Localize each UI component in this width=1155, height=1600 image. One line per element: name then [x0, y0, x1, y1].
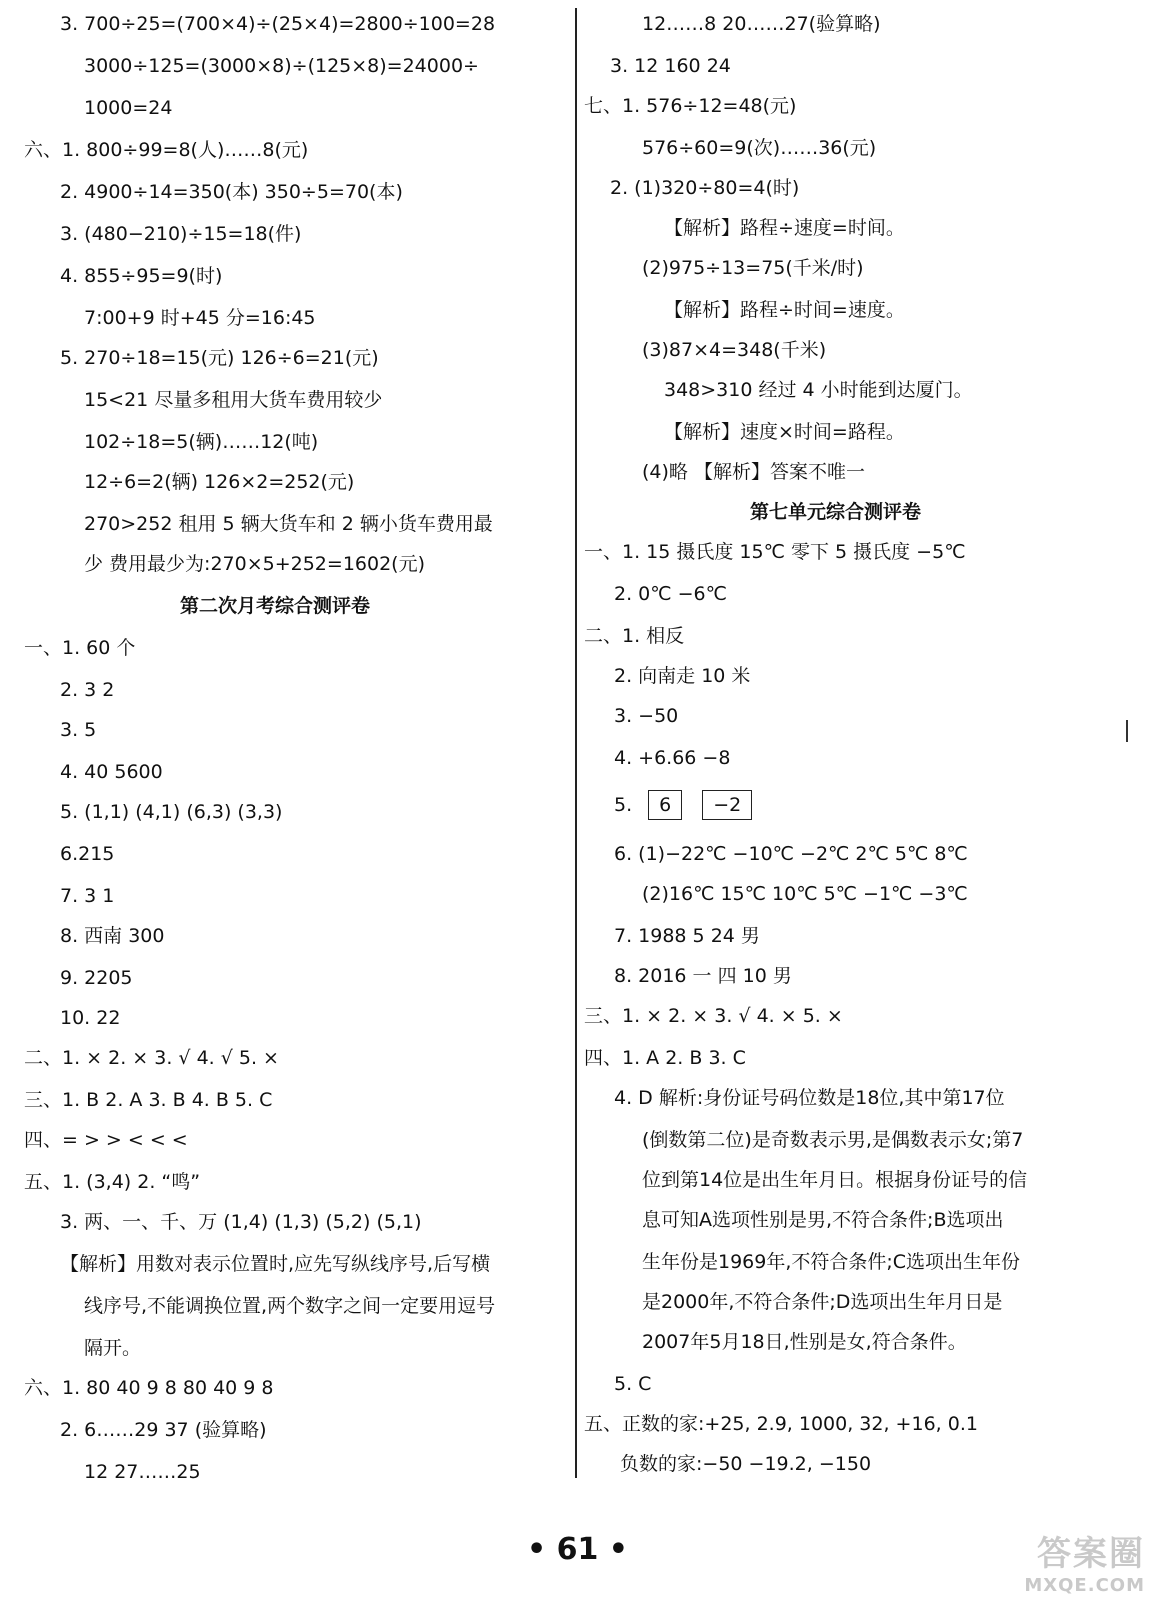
answer-line: 7. 3 1 — [60, 885, 115, 907]
explanation-line: 【解析】路程÷速度=时间。 — [664, 217, 905, 239]
answer-line: 4. 40 5600 — [60, 761, 163, 783]
item-number: 5. — [614, 794, 633, 816]
answer-line: 四、1. A 2. B 3. C — [584, 1047, 746, 1069]
answer-line: 一、1. 15 摄氏度 15℃ 零下 5 摄氏度 −5℃ — [584, 541, 966, 563]
answer-line: 4. +6.66 −8 — [614, 747, 731, 769]
answer-line: 2. 3 2 — [60, 679, 115, 701]
answer-line: 少 费用最少为:270×5+252=1602(元) — [84, 553, 425, 575]
answer-line: 三、1. B 2. A 3. B 4. B 5. C — [24, 1089, 273, 1111]
answer-line: 6. (1)−22℃ −10℃ −2℃ 2℃ 5℃ 8℃ — [614, 843, 968, 865]
answer-line: 348>310 经过 4 小时能到达厦门。 — [664, 379, 973, 401]
explanation-line: 位到第14位是出生年月日。根据身份证号的信 — [642, 1169, 1028, 1191]
answer-line: 3. (480−210)÷15=18(件) — [60, 223, 302, 245]
answer-line: 3. 5 — [60, 719, 97, 741]
answer-line: 8. 西南 300 — [60, 925, 165, 947]
edge-mark — [1126, 720, 1128, 742]
answer-line: 一、1. 60 个 — [24, 637, 136, 659]
explanation-line: 【解析】速度×时间=路程。 — [664, 421, 905, 443]
answer-line: 2. 0℃ −6℃ — [614, 583, 727, 605]
section-heading: 第七单元综合测评卷 — [750, 501, 922, 523]
answer-line: 7. 1988 5 24 男 — [614, 925, 760, 947]
answer-line: 二、1. × 2. × 3. √ 4. √ 5. × — [24, 1047, 279, 1069]
explanation-line: 【解析】路程÷时间=速度。 — [664, 299, 905, 321]
answer-line: (2)16℃ 15℃ 10℃ 5℃ −1℃ −3℃ — [642, 883, 968, 905]
answer-line: 15<21 尽量多租用大货车费用较少 — [84, 389, 383, 411]
watermark-text: 答案圈 — [1037, 1534, 1145, 1574]
answer-line: (4)略 【解析】答案不唯一 — [642, 461, 865, 483]
boxed-answer: 6 — [648, 790, 682, 820]
answer-line: 3. 700÷25=(700×4)÷(25×4)=2800÷100=28 — [60, 13, 496, 35]
answer-line: 五、正数的家:+25, 2.9, 1000, 32, +16, 0.1 — [584, 1413, 978, 1435]
answer-line: 5. (1,1) (4,1) (6,3) (3,3) — [60, 801, 283, 823]
answer-line: 六、1. 80 40 9 8 80 40 9 8 — [24, 1377, 274, 1399]
explanation-line: 生年份是1969年,不符合条件;C选项出生年份 — [642, 1251, 1021, 1273]
answer-line: 12……8 20……27(验算略) — [642, 13, 881, 35]
answer-line: 6.215 — [60, 843, 115, 865]
answer-line: 三、1. × 2. × 3. √ 4. × 5. × — [584, 1005, 843, 1027]
answer-line: 576÷60=9(次)……36(元) — [642, 137, 877, 159]
explanation-line: (倒数第二位)是奇数表示男,是偶数表示女;第7 — [642, 1129, 1024, 1151]
watermark-url: MXQE.COM — [1024, 1575, 1145, 1596]
answer-line: 3. 两、一、千、万 (1,4) (1,3) (5,2) (5,1) — [60, 1211, 422, 1233]
column-divider — [575, 8, 577, 1478]
answer-line: 2. 6……29 37 (验算略) — [60, 1419, 267, 1441]
answer-line — [614, 790, 772, 820]
answer-line: 102÷18=5(辆)……12(吨) — [84, 431, 319, 453]
answer-line: 七、1. 576÷12=48(元) — [584, 95, 797, 117]
watermark-logo — [985, 1526, 1145, 1596]
answer-line: 五、1. (3,4) 2. “鸣” — [24, 1171, 201, 1193]
answer-line: 12 27……25 — [84, 1461, 201, 1483]
explanation-line: 隔开。 — [84, 1337, 142, 1359]
answer-line: 负数的家:−50 −19.2, −150 — [620, 1453, 872, 1475]
answer-line: 10. 22 — [60, 1007, 121, 1029]
answer-line: 7:00+9 时+45 分=16:45 — [84, 307, 316, 329]
answer-line: 3. 12 160 24 — [610, 55, 731, 77]
explanation-line: 【解析】用数对表示位置时,应先写纵线序号,后写横 — [60, 1253, 491, 1275]
answer-line: 2. 4900÷14=350(本) 350÷5=70(本) — [60, 181, 403, 203]
answer-line: 二、1. 相反 — [584, 625, 685, 647]
explanation-line: 是2000年,不符合条件;D选项出生年月日是 — [642, 1291, 1003, 1313]
explanation-line: 2007年5月18日,性别是女,符合条件。 — [642, 1331, 967, 1353]
answer-line: 四、= > > < < < — [24, 1129, 188, 1151]
explanation-line: 息可知A选项性别是男,不符合条件;B选项出 — [642, 1209, 1004, 1231]
answer-line: 4. 855÷95=9(时) — [60, 265, 223, 287]
answer-line: 9. 2205 — [60, 967, 133, 989]
answer-line: (3)87×4=348(千米) — [642, 339, 827, 361]
section-heading: 第二次月考综合测评卷 — [180, 595, 371, 617]
answer-line: (2)975÷13=75(千米/时) — [642, 257, 864, 279]
explanation-line: 线序号,不能调换位置,两个数字之间一定要用逗号 — [84, 1295, 496, 1317]
answer-line: 5. 270÷18=15(元) 126÷6=21(元) — [60, 347, 379, 369]
answer-line: 5. C — [614, 1373, 652, 1395]
answer-line: 8. 2016 一 四 10 男 — [614, 965, 792, 987]
answer-line: 1000=24 — [84, 97, 173, 119]
answer-line: 3. −50 — [614, 705, 679, 727]
page-number: • 61 • — [527, 1532, 628, 1567]
answer-line: 2. (1)320÷80=4(时) — [610, 177, 800, 199]
explanation-line: 4. D 解析:身份证号码位数是18位,其中第17位 — [614, 1087, 1005, 1109]
answer-line: 六、1. 800÷99=8(人)……8(元) — [24, 139, 309, 161]
answer-line: 12÷6=2(辆) 126×2=252(元) — [84, 471, 355, 493]
boxed-answer: −2 — [702, 790, 752, 820]
answer-line: 2. 向南走 10 米 — [614, 665, 751, 687]
answer-line: 3000÷125=(3000×8)÷(125×8)=24000÷ — [84, 55, 479, 77]
answer-line: 270>252 租用 5 辆大货车和 2 辆小货车费用最 — [84, 513, 493, 535]
